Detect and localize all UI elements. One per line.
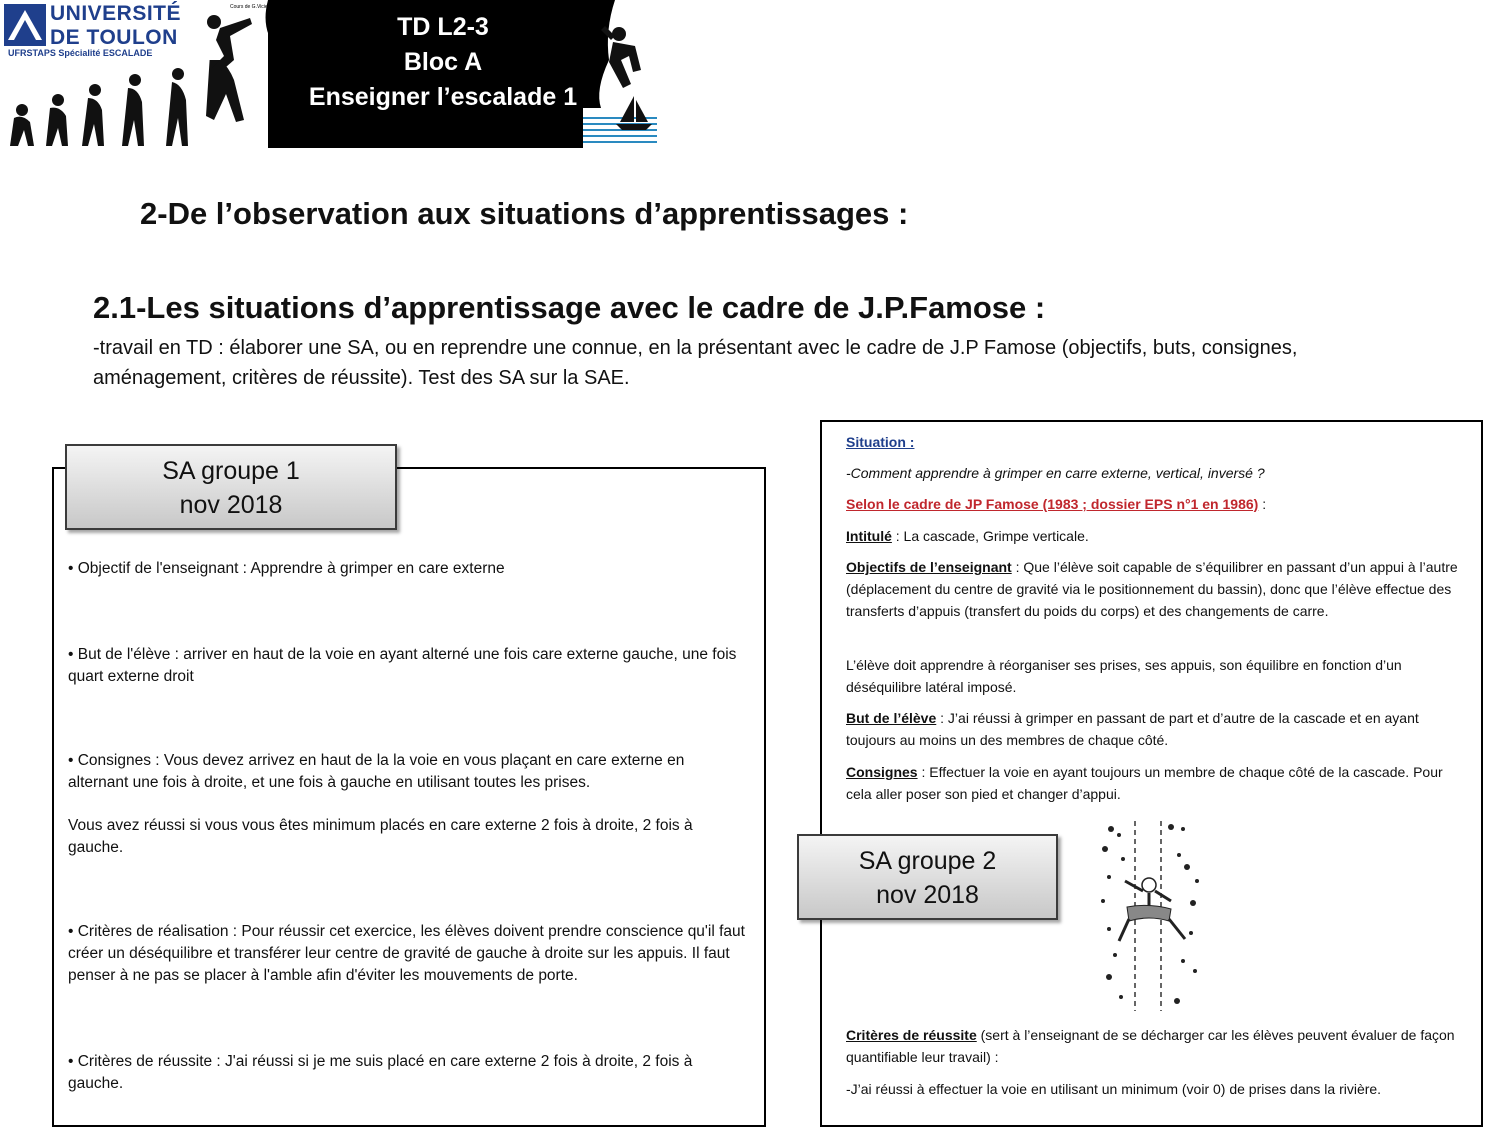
group2-goal <box>846 707 1471 751</box>
course-title-line-1: TD L2-3 <box>397 13 489 41</box>
objectives-label: Objectifs de l’enseignant <box>846 559 1012 575</box>
framework-colon: : <box>1258 496 1267 512</box>
section-title: 2-De l’observation aux situations d’apprentissages : <box>140 196 909 231</box>
group2-title <box>846 525 1471 547</box>
group1-instructions: • Consignes : Vous devez arrivez en haut de la la voie en vous plaçant en care externe en alternant une fois à droite, et une fois à gauche en utilisant toutes les prises. <box>68 752 685 791</box>
course-title-line-2: Bloc A <box>403 48 483 76</box>
title-label: Intitulé <box>846 528 892 544</box>
sailboat-icon <box>612 94 656 134</box>
course-title-line-3: Enseigner l’escalade 1 <box>308 83 578 111</box>
university-logo <box>4 2 182 58</box>
group2-label-date: nov 2018 <box>876 881 979 909</box>
criteria-text: (sert à l’enseignant de se décharger car les élèves peuvent évaluer de façon quantifiable leur travail) : <box>846 1027 1455 1065</box>
group1-label <box>65 444 397 530</box>
goal-label: But de l’élève <box>846 710 937 726</box>
group1-success-note: Vous avez réussi si vous vous êtes minimum placés en care externe 2 fois à droite, 2 fois à gauche. <box>68 817 693 856</box>
group2-label <box>797 834 1058 920</box>
group2-objectives <box>846 556 1471 622</box>
group2-criteria <box>846 1024 1471 1068</box>
logo-line-3: UFRSTAPS Spécialité ESCALADE <box>8 48 153 58</box>
group2-framework <box>846 493 1471 515</box>
group1-objective: • Objectif de l'enseignant : Apprendre à grimper en care externe <box>68 560 505 577</box>
instructions-text: : Effectuer la voie en ayant toujours un membre de chaque côté de la cascade. Pour cela aller poser son pied et changer d’appui. <box>846 764 1443 802</box>
group2-instructions <box>846 761 1471 805</box>
banner-credit: Cours de G.Viciers <box>230 4 272 10</box>
instructions-label: Consignes <box>846 764 918 780</box>
framework-reference: Selon le cadre de JP Famose (1983 ; dossier EPS n°1 en 1986) <box>846 496 1259 512</box>
group1-criteria: • Critères de réussite : J'ai réussi si je me suis placé en care externe 2 fois à droite, 2 fois à gauche. <box>68 1053 693 1092</box>
logo-line-2: DE TOULON <box>50 26 178 49</box>
objectives-text: : Que l’élève soit capable de s’équilibrer en passant d’un appui à l’autre (déplacement du centre de gravité via le positionnement du bassin), donc que l’élève effectue des transferts d’appuis (transfert du poids du corps) et des changements de carre. <box>846 559 1458 619</box>
group2-situation-question: -Comment apprendre à grimper en carre externe, vertical, inversé ? <box>846 465 1265 481</box>
group2-label-title: SA groupe 2 <box>858 847 997 875</box>
group1-realisation: • Critères de réalisation : Pour réussir cet exercice, les élèves doivent prendre conscience qu'il faut créer un déséquilibre et transférer leur centre de gravité de gauche à droite sur les appuis. Il faut penser à ne pas se placer à l'amble afin d'éviter les mouvements de porte. <box>68 923 745 984</box>
group2-criteria-2: -J’ai réussi à effectuer la voie en utilisant un minimum (voir 0) de prises dans la rivière. <box>846 1081 1382 1097</box>
title-text: : La cascade, Grimpe verticale. <box>891 528 1089 544</box>
goal-text: : J’ai réussi à grimper en passant de part et d’autre de la cascade et en ayant toujours au moins un des membres de chaque côté. <box>846 710 1419 748</box>
course-title <box>268 10 618 115</box>
logo-line-1: UNIVERSITÉ <box>50 2 182 25</box>
subsection-title: 2.1-Les situations d’apprentissage avec le cadre de J.P.Famose : <box>93 290 1046 325</box>
group1-label-title: SA groupe 1 <box>162 457 300 485</box>
group2-situation-label <box>846 431 1471 453</box>
group1-goal: • But de l'élève : arriver en haut de la voie en ayant alterné une fois care externe gauche, une fois quart externe droit <box>68 646 737 685</box>
group2-objectives-2: L’élève doit apprendre à réorganiser ses prises, ses appuis, son équilibre en fonction d’un déséquilibre latéral imposé. <box>846 657 1402 695</box>
criteria-label: Critères de réussite <box>846 1027 977 1043</box>
group1-label-date: nov 2018 <box>179 491 283 519</box>
climber-diagram <box>1075 815 1215 1015</box>
intro-text: -travail en TD : élaborer une SA, ou en reprendre une connue, en la présentant avec le cadre de J.P Famose (objectifs, buts, consignes, aménagement, critères de réussite). Test des SA sur la SAE. <box>93 337 1298 389</box>
situation-label: Situation : <box>846 434 915 450</box>
university-emblem-icon <box>4 4 46 46</box>
